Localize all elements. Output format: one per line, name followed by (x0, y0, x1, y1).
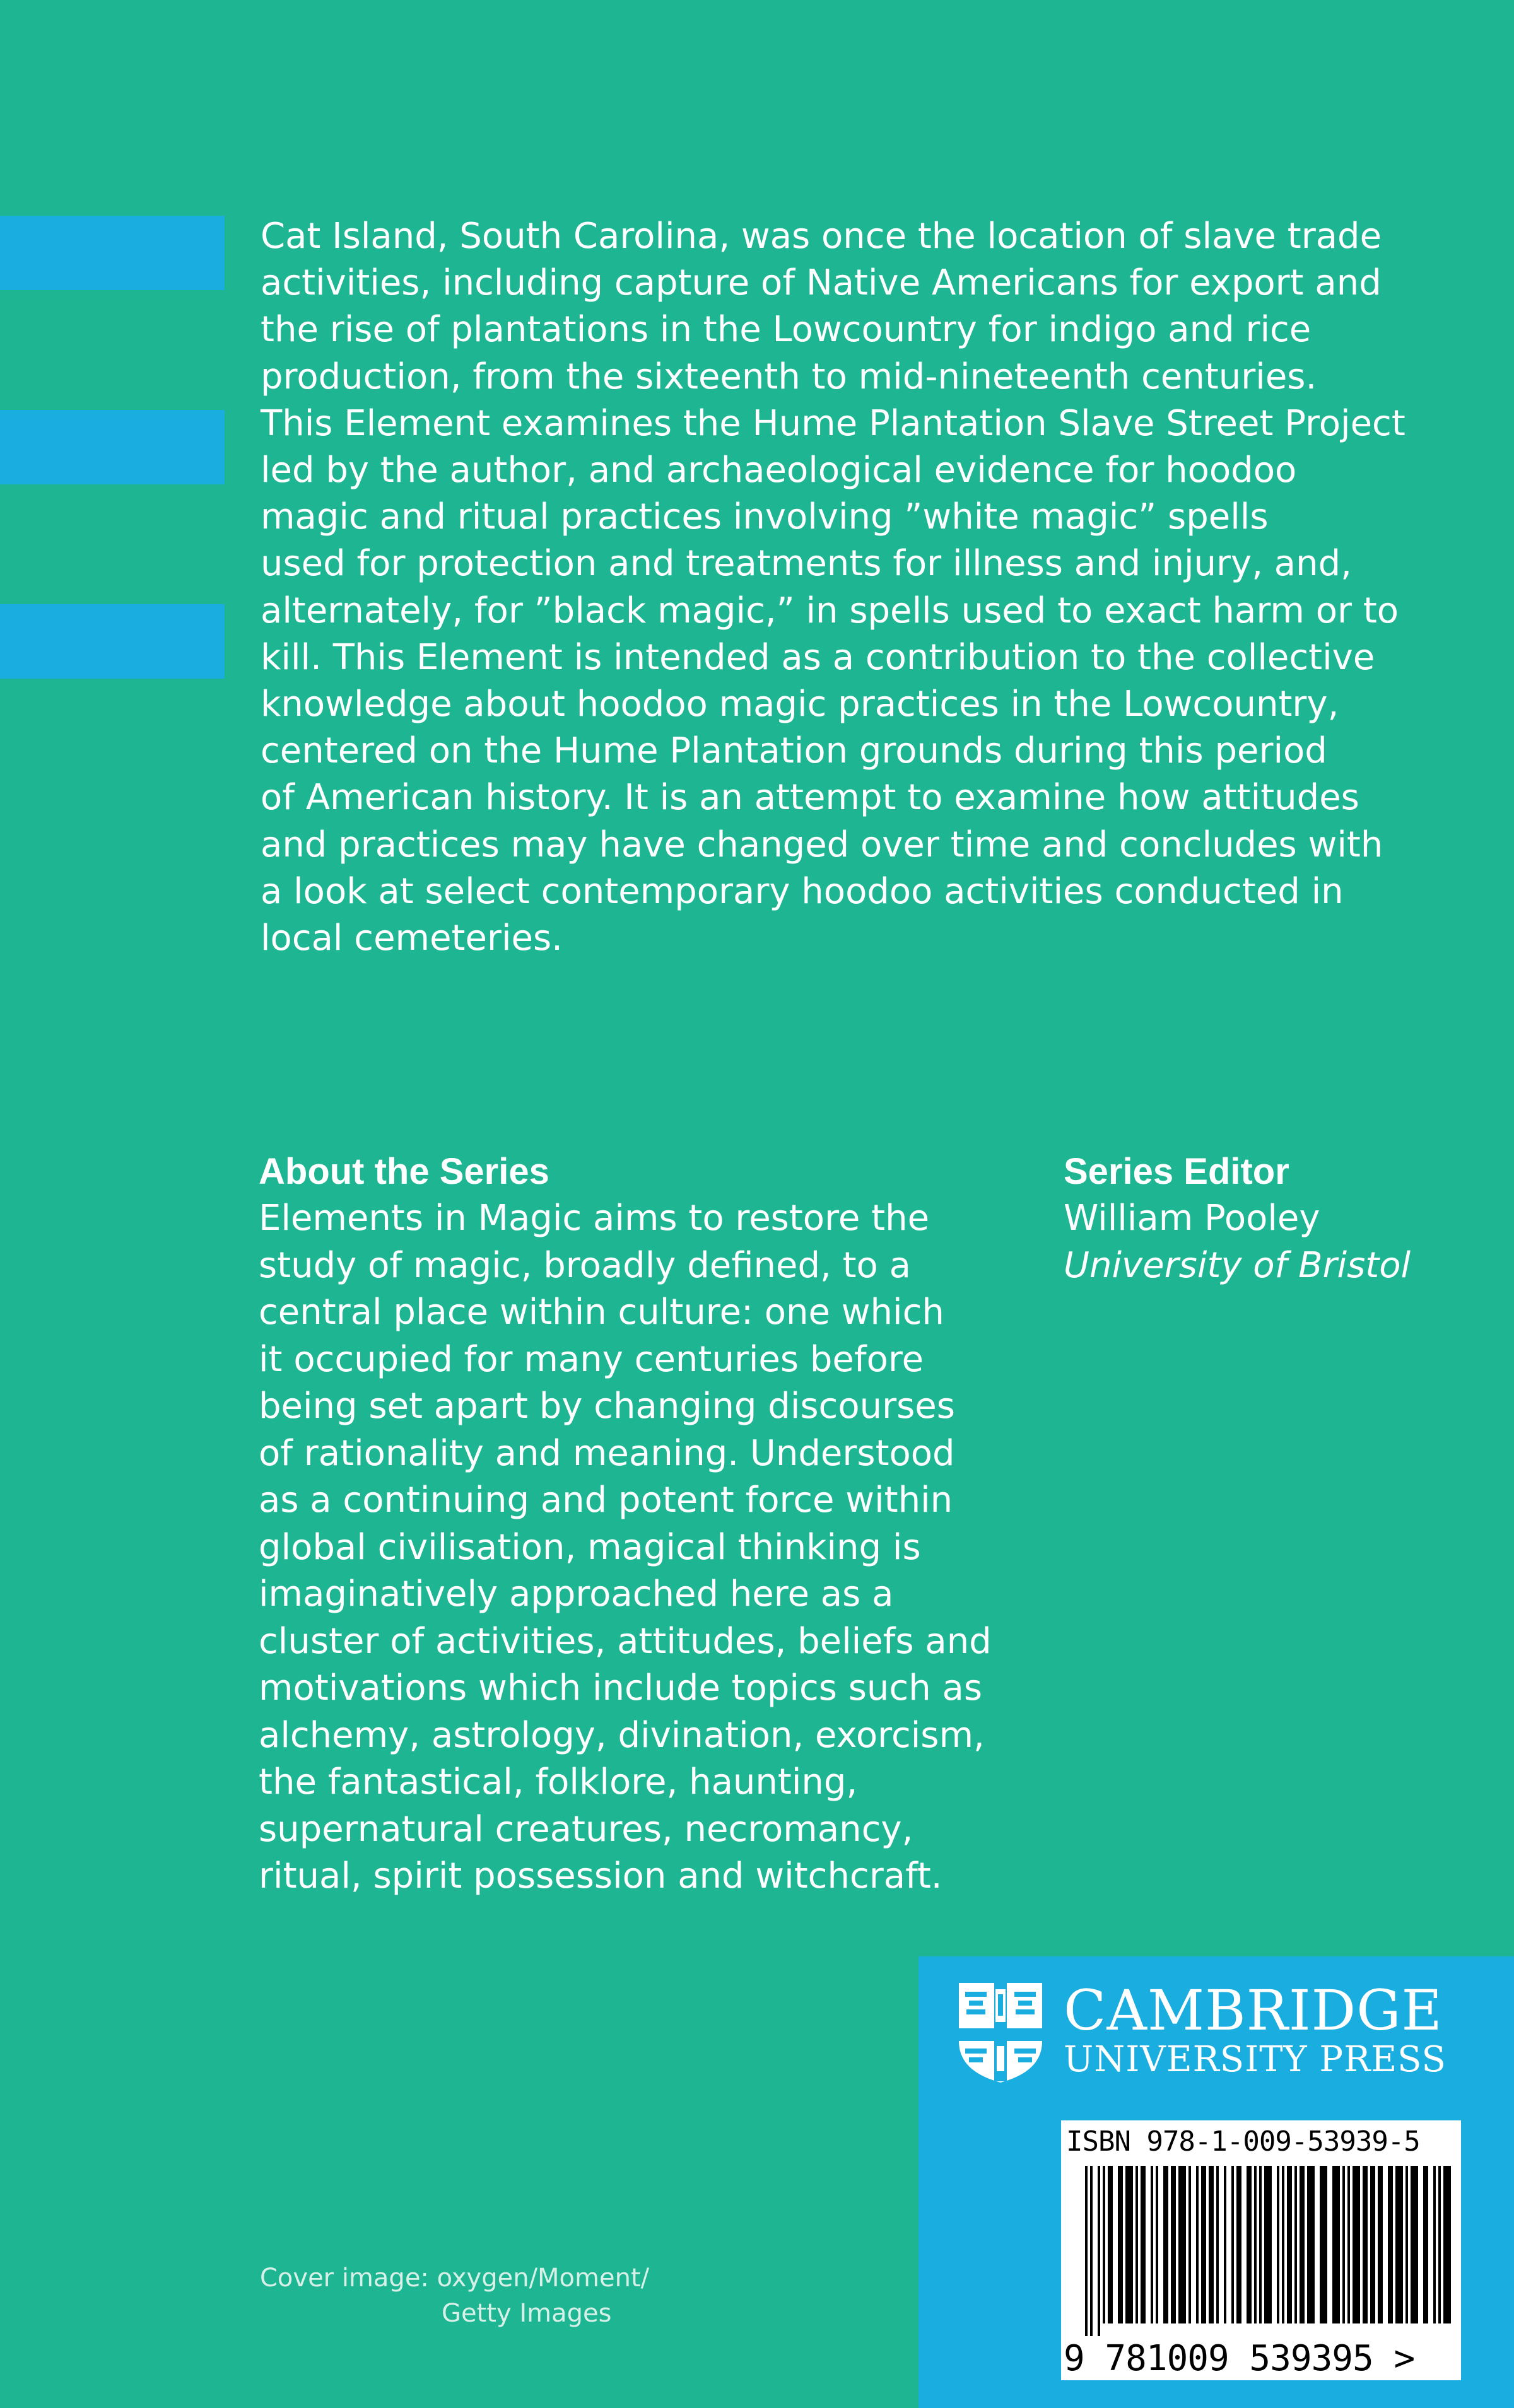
barcode-bar (1388, 2166, 1393, 2323)
barcode-bar (1118, 2166, 1123, 2323)
barcode-bar (1141, 2166, 1146, 2323)
editor-affiliation: University of Bristol (1064, 1244, 1411, 1286)
about-line: ritual, spirit possession and witchcraft. (259, 1856, 942, 1897)
barcode-bar (1307, 2166, 1315, 2323)
about-line: alchemy, astrology, divination, exorcism, (259, 1714, 985, 1756)
isbn-number: ISBN 978-1-009-53939-5 (1066, 2125, 1420, 2158)
barcode-bar (1282, 2166, 1284, 2323)
accent-stripe-1 (0, 216, 225, 290)
description-line: knowledge about hoodoo magic practices in the Lowcountry, (261, 684, 1339, 725)
barcode-bar (1247, 2166, 1252, 2323)
publisher-name-line2: UNIVERSITY PRESS (1064, 2039, 1447, 2080)
publisher-panel (918, 1956, 1514, 2408)
about-line: being set apart by changing discourses (259, 1386, 955, 1427)
description-line: led by the author, and archaeological evidence for hoodoo (261, 450, 1297, 491)
about-line: study of magic, broadly defined, to a (259, 1244, 911, 1286)
description-line: This Element examines the Hume Plantation Slave Street Project (261, 402, 1405, 444)
description-line: Cat Island, South Carolina, was once the location of slave trade (261, 216, 1382, 257)
barcode-bar (1178, 2166, 1186, 2323)
barcode-bar (1196, 2166, 1199, 2323)
about-line: global civilisation, magical thinking is (259, 1526, 921, 1568)
description-line: alternately, for ”black magic,” in spells used to exact harm or to (261, 590, 1399, 631)
barcode-bar (1156, 2166, 1158, 2323)
about-line: imaginatively approached here as a (259, 1574, 894, 1615)
barcode-bar (1163, 2166, 1168, 2323)
cambridge-crest-icon (956, 1980, 1045, 2085)
barcode-bars (1066, 2166, 1456, 2336)
barcode-bar (1353, 2166, 1360, 2323)
barcode-bar (1405, 2166, 1408, 2323)
barcode-bar (1438, 2166, 1441, 2323)
barcode-bar (1433, 2166, 1436, 2323)
barcode-bar (1171, 2166, 1176, 2323)
description-line: magic and ritual practices involving ”white magic” spells (261, 496, 1269, 538)
about-line: as a continuing and potent force within (259, 1480, 953, 1521)
credit-line-1: Cover image: oxygen/Moment/ (260, 2264, 650, 2293)
editor-heading: Series Editor (1064, 1151, 1289, 1192)
barcode-bar (1378, 2166, 1383, 2323)
description-line: of American history. It is an attempt to examine how attitudes (261, 777, 1359, 819)
barcode-bar (1188, 2166, 1191, 2323)
barcode-bar (1090, 2166, 1093, 2336)
barcode-bar (1108, 2166, 1113, 2323)
accent-stripe-2 (0, 410, 225, 484)
barcode-bar (1423, 2166, 1428, 2323)
barcode-bar (1259, 2166, 1262, 2323)
barcode-bar (1320, 2166, 1327, 2323)
barcode-bar (1264, 2166, 1272, 2323)
barcode-bar (1085, 2166, 1088, 2336)
about-line: it occupied for many centuries before (259, 1338, 924, 1380)
barcode-bar (1216, 2166, 1219, 2323)
description-line: production, from the sixteenth to mid-nineteenth centuries. (261, 356, 1317, 397)
isbn-barcode (1061, 2120, 1461, 2380)
barcode-bar (1209, 2166, 1214, 2323)
cover-image-credit (260, 2260, 649, 2331)
accent-stripe-3 (0, 604, 225, 679)
about-heading: About the Series (259, 1151, 549, 1192)
book-description (261, 213, 1434, 962)
barcode-bar (1443, 2166, 1451, 2323)
description-line: the rise of plantations in the Lowcountry for indigo and rice (261, 309, 1312, 351)
barcode-bar (1363, 2166, 1368, 2323)
barcode-bar (1300, 2166, 1305, 2323)
about-line: cluster of activities, attitudes, beliefs and (259, 1620, 992, 1662)
barcode-bar (1277, 2166, 1279, 2323)
description-line: centered on the Hume Plantation grounds during this period (261, 730, 1327, 772)
series-editor (1064, 1148, 1442, 1289)
about-line: of rationality and meaning. Understood (259, 1432, 955, 1474)
barcode-bar (1395, 2166, 1403, 2323)
publisher-name (1064, 1978, 1447, 2080)
about-line: central place within culture: one which (259, 1292, 944, 1333)
about-line: supernatural creatures, necromancy, (259, 1808, 913, 1850)
description-line: and practices may have changed over time and concludes with (261, 824, 1383, 865)
barcode-bar (1231, 2166, 1234, 2323)
barcode-bar (1370, 2166, 1375, 2323)
barcode-bar (1294, 2166, 1297, 2323)
description-line: kill. This Element is intended as a contribution to the collective (261, 636, 1375, 678)
barcode-bar (1125, 2166, 1133, 2323)
editor-name: William Pooley (1064, 1198, 1320, 1239)
barcode-bar (1201, 2166, 1206, 2323)
barcode-bar (1103, 2166, 1105, 2323)
barcode-bar (1136, 2166, 1138, 2323)
barcode-bar (1411, 2166, 1418, 2323)
description-line: local cemeteries. (261, 918, 563, 959)
credit-line-2: Getty Images (442, 2299, 612, 2328)
about-line: Elements in Magic aims to restore the (259, 1198, 930, 1239)
barcode-bar (1151, 2166, 1153, 2323)
about-text (259, 1195, 1016, 1900)
description-line: a look at select contemporary hoodoo activities conducted in (261, 870, 1344, 912)
about-line: motivations which include topics such as (259, 1668, 982, 1709)
barcode-bar (1347, 2166, 1350, 2323)
barcode-bar (1254, 2166, 1257, 2323)
barcode-bar (1287, 2166, 1292, 2323)
description-line: used for protection and treatments for illness and injury, and, (261, 543, 1352, 585)
barcode-bar (1098, 2166, 1100, 2336)
about-line: the fantastical, folklore, haunting, (259, 1762, 858, 1803)
about-the-series (259, 1148, 1016, 1900)
description-line: activities, including capture of Native Americans for export and (261, 262, 1382, 304)
ean-number: 9 781009 539395 > (1064, 2338, 1415, 2379)
barcode-bar (1236, 2166, 1241, 2323)
barcode-bar (1342, 2166, 1345, 2323)
barcode-bar (1332, 2166, 1340, 2323)
publisher-name-line1: CAMBRIDGE (1064, 1978, 1443, 2043)
barcode-bar (1224, 2166, 1226, 2323)
